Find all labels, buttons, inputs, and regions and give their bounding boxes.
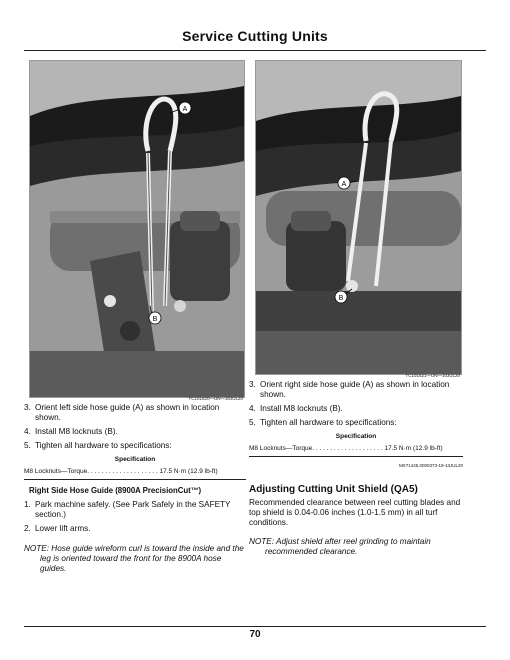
left-hose-guide-photo	[29, 60, 245, 398]
step-4-left	[24, 427, 246, 437]
step-number: 5.	[24, 441, 31, 450]
step-text: Tighten all hardware to specifications:	[260, 418, 397, 427]
step-number: 3.	[249, 380, 256, 389]
note-right: NOTE: Adjust shield after reel grinding to maintain recommended clearance.	[249, 537, 431, 556]
step-text: Lower lift arms.	[35, 524, 91, 533]
callout-b-left: B	[152, 316, 158, 323]
step-text: Orient left side hose guide (A) as shown in location shown.	[35, 403, 220, 422]
step-text: Orient right side hose guide (A) as shown in location shown.	[260, 380, 450, 399]
step-number: 5.	[249, 418, 256, 427]
spec-heading: Specification	[114, 456, 156, 463]
step-1-left	[24, 500, 246, 520]
header-rule	[24, 50, 486, 51]
step-text: Install M8 locknuts (B).	[260, 404, 343, 413]
step-text: Install M8 locknuts (B).	[35, 427, 118, 436]
callout-a-right: A	[341, 181, 347, 188]
step-text: Park machine safely. (See Park Safely in the SAFETY section.)	[35, 500, 231, 519]
spec-line: M8 Locknuts—Torque. . . . . . . . . . . . . . . . . . . . 17.5 N·m (12.9 lb-ft)	[24, 468, 218, 475]
right-figure-caption: TC101621—UN—10JUL20	[405, 373, 460, 378]
clearance-paragraph: Recommended clearance between reel cutting blades and top shield is 0.04-0.06 inches (1.0-1.5 mm) in all turf conditions.	[249, 498, 461, 527]
spec-rule	[24, 479, 246, 480]
section-heading: Adjusting Cutting Unit Shield (QA5)	[249, 484, 418, 495]
spec-rule	[249, 456, 463, 457]
right-hose-guide-photo	[255, 60, 462, 375]
step-number: 2.	[24, 524, 31, 533]
step-5-left	[24, 441, 246, 451]
callout-b-right: B	[338, 295, 344, 302]
right-column	[249, 380, 463, 557]
step-number: 4.	[249, 404, 256, 413]
page-number: 70	[249, 629, 261, 640]
note-left: NOTE: Hose guide wireform curl is toward the inside and the leg is oriented toward the front for the 8900A hose guides.	[24, 544, 244, 573]
step-5-right	[249, 418, 463, 428]
left-figure-caption: TC101620—UN—10JUL20	[188, 396, 243, 401]
page-title: Service Cutting Units	[182, 28, 328, 44]
step-number: 4.	[24, 427, 31, 436]
footer-rule	[24, 626, 486, 627]
callout-a-left: A	[182, 106, 188, 113]
document-id: MX71445,0000373-19-13JUL20	[398, 463, 463, 468]
step-3-right	[249, 380, 463, 400]
step-2-left	[24, 524, 246, 534]
step-number: 1.	[24, 500, 31, 509]
step-text: Tighten all hardware to specifications:	[35, 441, 172, 450]
spec-line: M8 Locknuts—Torque. . . . . . . . . . . . . . . . . . . . 17.5 N·m (12.9 lb-ft)	[249, 445, 443, 452]
step-number: 3.	[24, 403, 31, 412]
left-column	[24, 403, 246, 574]
step-3-left	[24, 403, 246, 423]
spec-heading: Specification	[335, 433, 377, 440]
section-subheading: Right Side Hose Guide (8900A PrecisionCut™)	[29, 486, 202, 495]
step-4-right	[249, 404, 463, 414]
